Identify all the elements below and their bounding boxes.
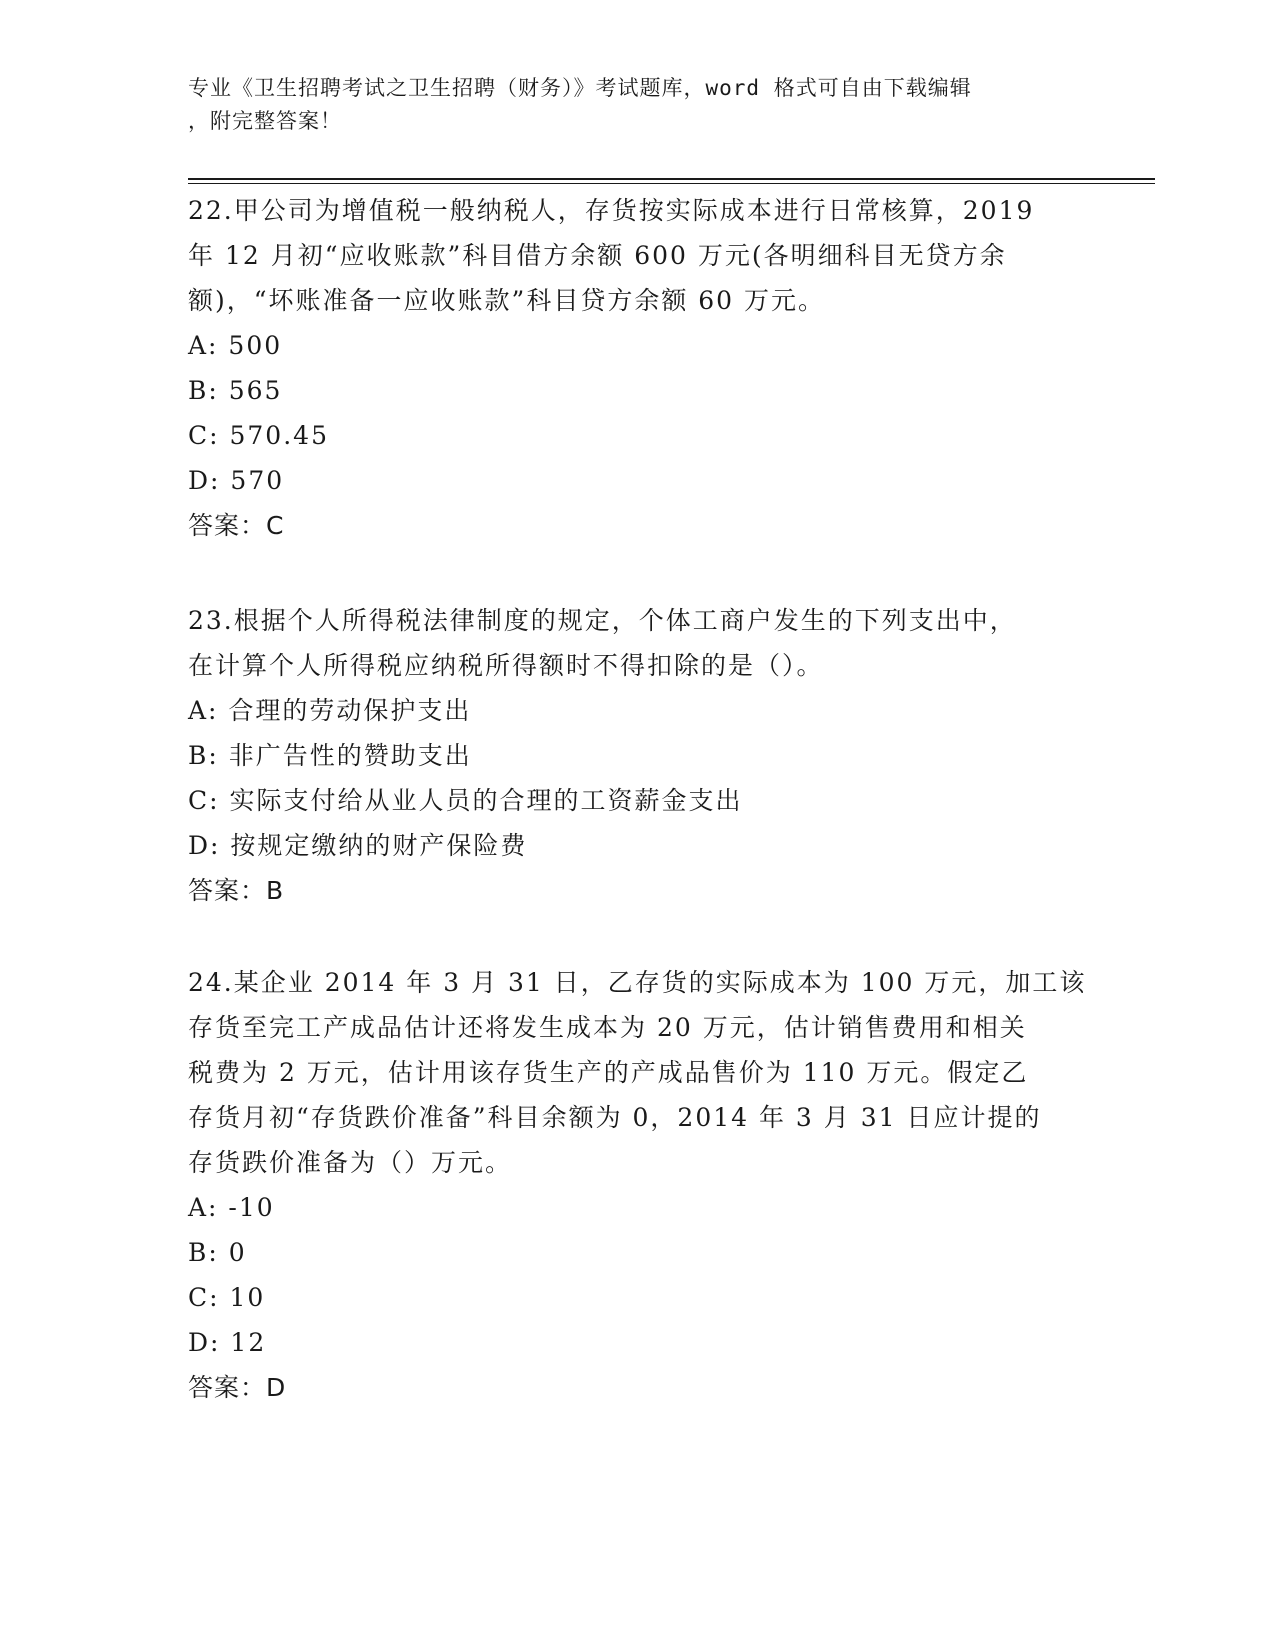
- header-divider-thin: [188, 183, 1155, 184]
- option-b: B: 非广告性的赞助支出: [188, 741, 472, 770]
- header-line-1: 专业《卫生招聘考试之卫生招聘（财务）》考试题库，word 格式可自由下载编辑: [188, 76, 972, 100]
- question-stem-line: 税费为 2 万元，估计用该存货生产的产成品售价为 110 万元。假定乙: [188, 1058, 1029, 1087]
- question-22: [188, 188, 1088, 548]
- header-divider-thick: [188, 178, 1155, 180]
- question-stem-line: 年 12 月初“应收账款”科目借方余额 600 万元(各明细科目无贷方余: [188, 241, 1007, 270]
- option-a: A: -10: [188, 1193, 275, 1222]
- answer-line: 答案：D: [188, 1373, 287, 1402]
- option-a: A: 合理的劳动保护支出: [188, 696, 472, 725]
- option-d: D: 570: [188, 466, 285, 495]
- option-b: B: 0: [188, 1238, 247, 1267]
- option-c: C: 10: [188, 1283, 266, 1312]
- question-stem-line: 24.某企业 2014 年 3 月 31 日，乙存货的实际成本为 100 万元，加工该: [188, 968, 1087, 997]
- question-23: [188, 598, 1088, 913]
- question-24: [188, 960, 1088, 1410]
- answer-line: 答案：C: [188, 511, 285, 540]
- option-c: C: 实际支付给从业人员的合理的工资薪金支出: [188, 786, 743, 815]
- header-line-2: ，附完整答案！: [188, 109, 342, 133]
- question-stem-line: 存货至完工产成品估计还将发生成本为 20 万元，估计销售费用和相关: [188, 1013, 1027, 1042]
- question-stem-line: 存货跌价准备为（）万元。: [188, 1148, 513, 1177]
- option-b: B: 565: [188, 376, 283, 405]
- option-d: D: 12: [188, 1328, 267, 1357]
- option-c: C: 570.45: [188, 421, 329, 450]
- option-d: D: 按规定缴纳的财产保险费: [188, 831, 528, 860]
- document-header: [188, 72, 1068, 138]
- answer-line: 答案：B: [188, 876, 285, 905]
- question-stem-line: 22.甲公司为增值税一般纳税人，存货按实际成本进行日常核算，2019: [188, 196, 1035, 225]
- option-a: A: 500: [188, 331, 283, 360]
- question-stem-line: 在计算个人所得税应纳税所得额时不得扣除的是（）。: [188, 651, 824, 680]
- question-stem-line: 23.根据个人所得税法律制度的规定，个体工商户发生的下列支出中，: [188, 606, 1017, 635]
- question-stem-line: 存货月初“存货跌价准备”科目余额为 0，2014 年 3 月 31 日应计提的: [188, 1103, 1042, 1132]
- question-stem-line: 额)，“坏账准备一应收账款”科目贷方余额 60 万元。: [188, 286, 826, 315]
